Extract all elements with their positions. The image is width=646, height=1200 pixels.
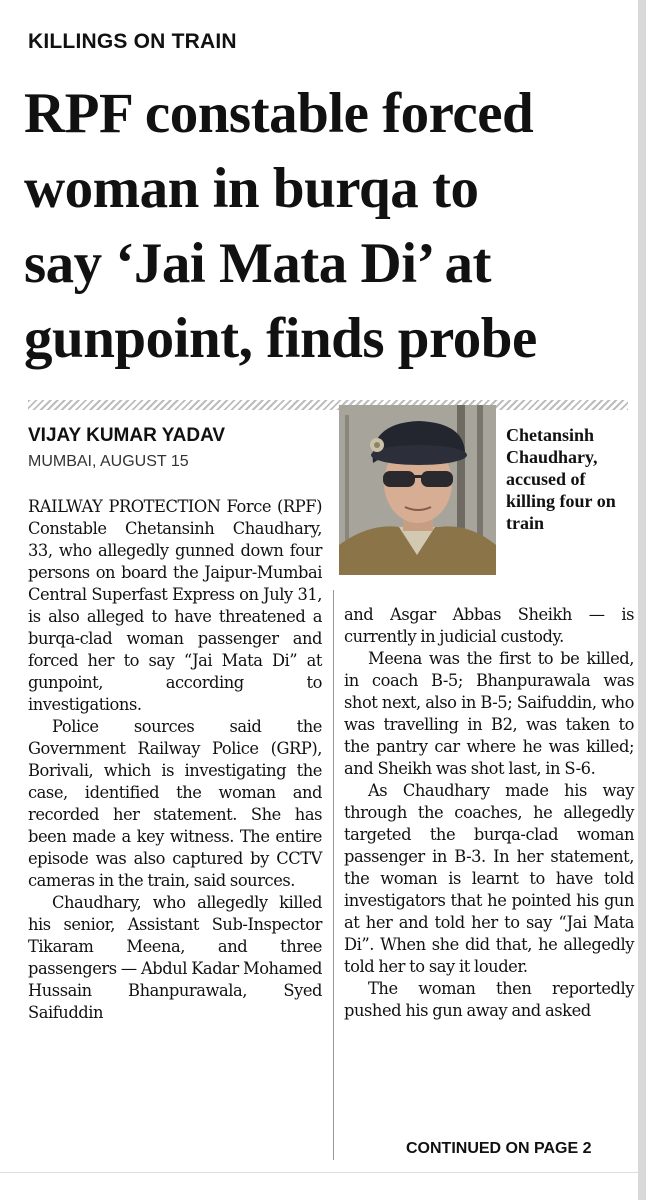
headline-line: woman in burqa to (24, 157, 479, 220)
article-paragraph: Police sources said the Government Railway Police (GRP), Borivali, which is investigating the case, identified the woman and recorded her statement. She has been made a key witness. The entire episode was also captured by CCTV cameras in the train, said sources. (28, 717, 322, 890)
hatched-divider (28, 400, 628, 410)
page-edge (638, 0, 646, 1200)
headline-line: RPF constable forced (24, 82, 534, 145)
article-paragraph: Chaudhary, who allegedly killed his senior, Assistant Sub-Inspector Tikaram Meena, and three passengers — Abdul Kadar Mohamed Hussain Bhanpurawala, Syed Saifuddin (28, 893, 322, 1022)
accused-photo (339, 405, 496, 575)
column-divider (333, 590, 334, 1160)
section-kicker: KILLINGS ON TRAIN (28, 30, 237, 53)
article-column-2 (344, 604, 634, 1022)
bottom-rule (0, 1172, 646, 1173)
article-column-1 (28, 496, 322, 1024)
article-paragraph: and Asgar Abbas Sheikh — is currently in judicial custody. (344, 605, 634, 646)
photo-caption: Chetansinh Chaudhary, accused of killing four on train (506, 425, 616, 533)
headline-line: say ‘Jai Mata Di’ at (24, 232, 492, 295)
continued-link[interactable]: CONTINUED ON PAGE 2 (406, 1140, 592, 1157)
article-paragraph: Meena was the first to be killed, in coach B-5; Bhanpurawala was shot next, also in B-5; Saifuddin, who was travelling in B2, was taken to the pantry car where he was killed; and Sheikh was shot last, in S-6. (344, 649, 634, 778)
author-byline: VIJAY KUMAR YADAV (28, 425, 226, 446)
article-paragraph: RAILWAY PROTECTION Force (RPF) Constable Chetansinh Chaudhary, 33, who allegedly gunned down four persons on board the Jaipur-Mumbai Central Superfast Express on July 31, is also alleged to have threatened a burqa-clad woman passenger and forced her to say “Jai Mata Di” at gunpoint, according to investigations. (28, 497, 322, 714)
portrait-icon (339, 405, 496, 575)
article-paragraph: As Chaudhary made his way through the coaches, he allegedly targeted the burqa-clad woman passenger in B-3. In her statement, the woman is learnt to have told investigators that he pointed his gun at her and told her to say “Jai Mata Di”. When she did that, he allegedly told her to say it louder. (344, 781, 634, 976)
dateline: MUMBAI, AUGUST 15 (28, 453, 189, 470)
article-paragraph: The woman then reportedly pushed his gun away and asked (344, 979, 634, 1020)
headline-line: gunpoint, finds probe (24, 307, 537, 370)
headline (24, 76, 634, 376)
